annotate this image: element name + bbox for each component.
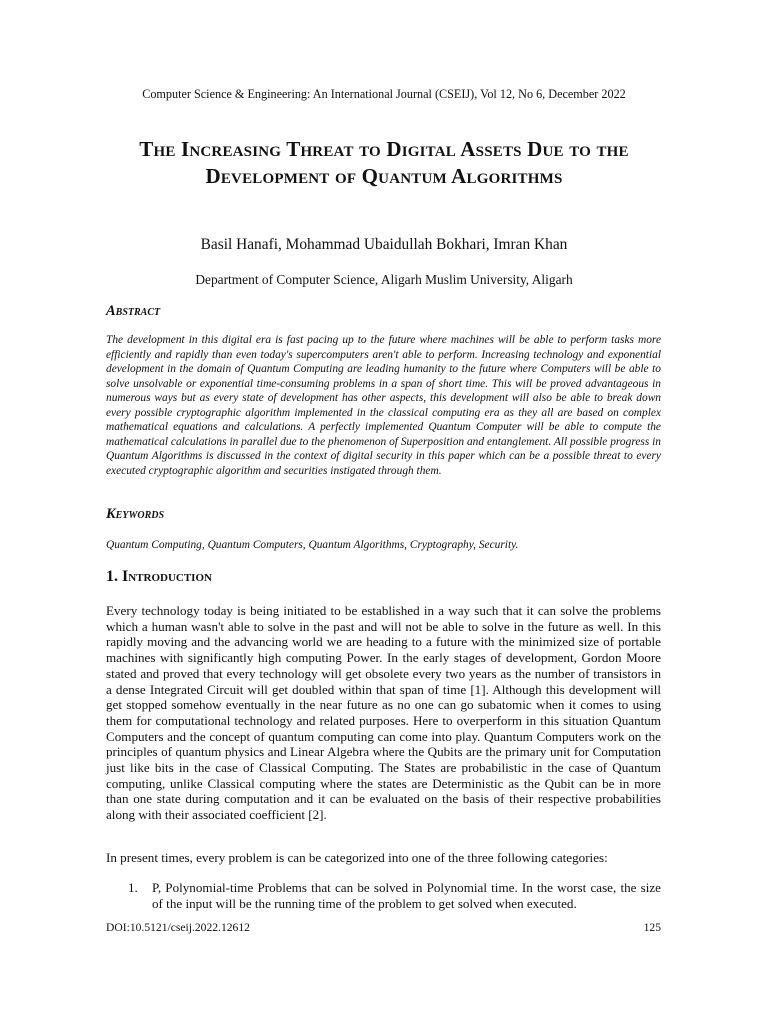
introduction-heading: 1. Introduction [106, 568, 212, 585]
affiliation: Department of Computer Science, Aligarh Muslim University, Aligarh [195, 272, 573, 287]
keywords-body: Quantum Computing, Quantum Computers, Quantum Algorithms, Cryptography, Security. [106, 539, 519, 551]
list-item-number: 1. [128, 880, 138, 895]
list-item-text: P, Polynomial-time Problems that can be solved in Polynomial time. In the worst case, the size of the input will be the running time of the problem to get solved when executed. [152, 880, 661, 911]
running-head: Computer Science & Engineering: An International Journal (CSEIJ), Vol 12, No 6, December 2022 [142, 87, 626, 101]
introduction-paragraph: Every technology today is being initiated to be established in a way such that it can solve the problems which a human wasn't able to solve in the past and will not be able to solve in the future as well. In this rapidly moving and the advancing world we are heading to a future with the minimized size of portable machines with significantly high computing Power. In the early stages of development, Gordon Moore stated and proved that every technology will get obsolete every two years as the number of transistors in a dense Integrated Circuit will get doubled within that span of time [1]. Although this development will get stopped somehow eventually in the near future as no one can go subatomic when it comes to using them for computational technology and related purposes. Here to overperform in this situation Quantum Computers and the concept of quantum computing can come into play. Quantum Computers work on the principles of quantum physics and Linear Algebra where the Qubits are the primary unit for Computation just like bits in the case of Classical Computing. The States are probabilistic in the case of Quantum computing, unlike Classical computing where the states are Deterministic as the Qubit can be in more than one state during computation and it can be evaluated on the basis of their respective probabilities along with their associated coefficient [2]. [106, 603, 661, 823]
keywords-heading: Keywords [106, 506, 165, 522]
abstract-body: The development in this digital era is fast pacing up to the future where machines will be able to perform tasks more efficiently and rapidly than even today's supercomputers aren't able to perform. Increasing technology and exponential development in the domain of Quantum Computing are leading humanity to the future where Computers will be able to solve unsolvable or exponential time-consuming problems in a span of short time. This will be proved advantageous in numerous ways but as every state of development has other aspects, this development will also be able to break down every possible cryptographic algorithm implemented in the classical computing era as they all are based on complex mathematical equations and calculations. A perfectly implemented Quantum Computer will be able to compute the mathematical calculations in parallel due to the phenomenon of Superposition and entanglement. All possible progress in Quantum Algorithms is discussed in the context of digital security in this paper which can be a possible threat to every executed cryptographic algorithm and securities instigated through them. [106, 334, 661, 477]
paper-title: The Increasing Threat to Digital Assets Due to the Development of Quantum Algorithms [139, 137, 629, 188]
introduction-paragraph: In present times, every problem is can be categorized into one of the three following categories: [106, 850, 608, 865]
author-list: Basil Hanafi, Mohammad Ubaidullah Bokhari, Imran Khan [200, 236, 568, 253]
list-item [128, 880, 661, 911]
page-number: 125 [643, 921, 661, 934]
doi-footer: DOI:10.5121/cseij.2022.12612 [106, 921, 250, 934]
abstract-heading: Abstract [106, 303, 161, 319]
